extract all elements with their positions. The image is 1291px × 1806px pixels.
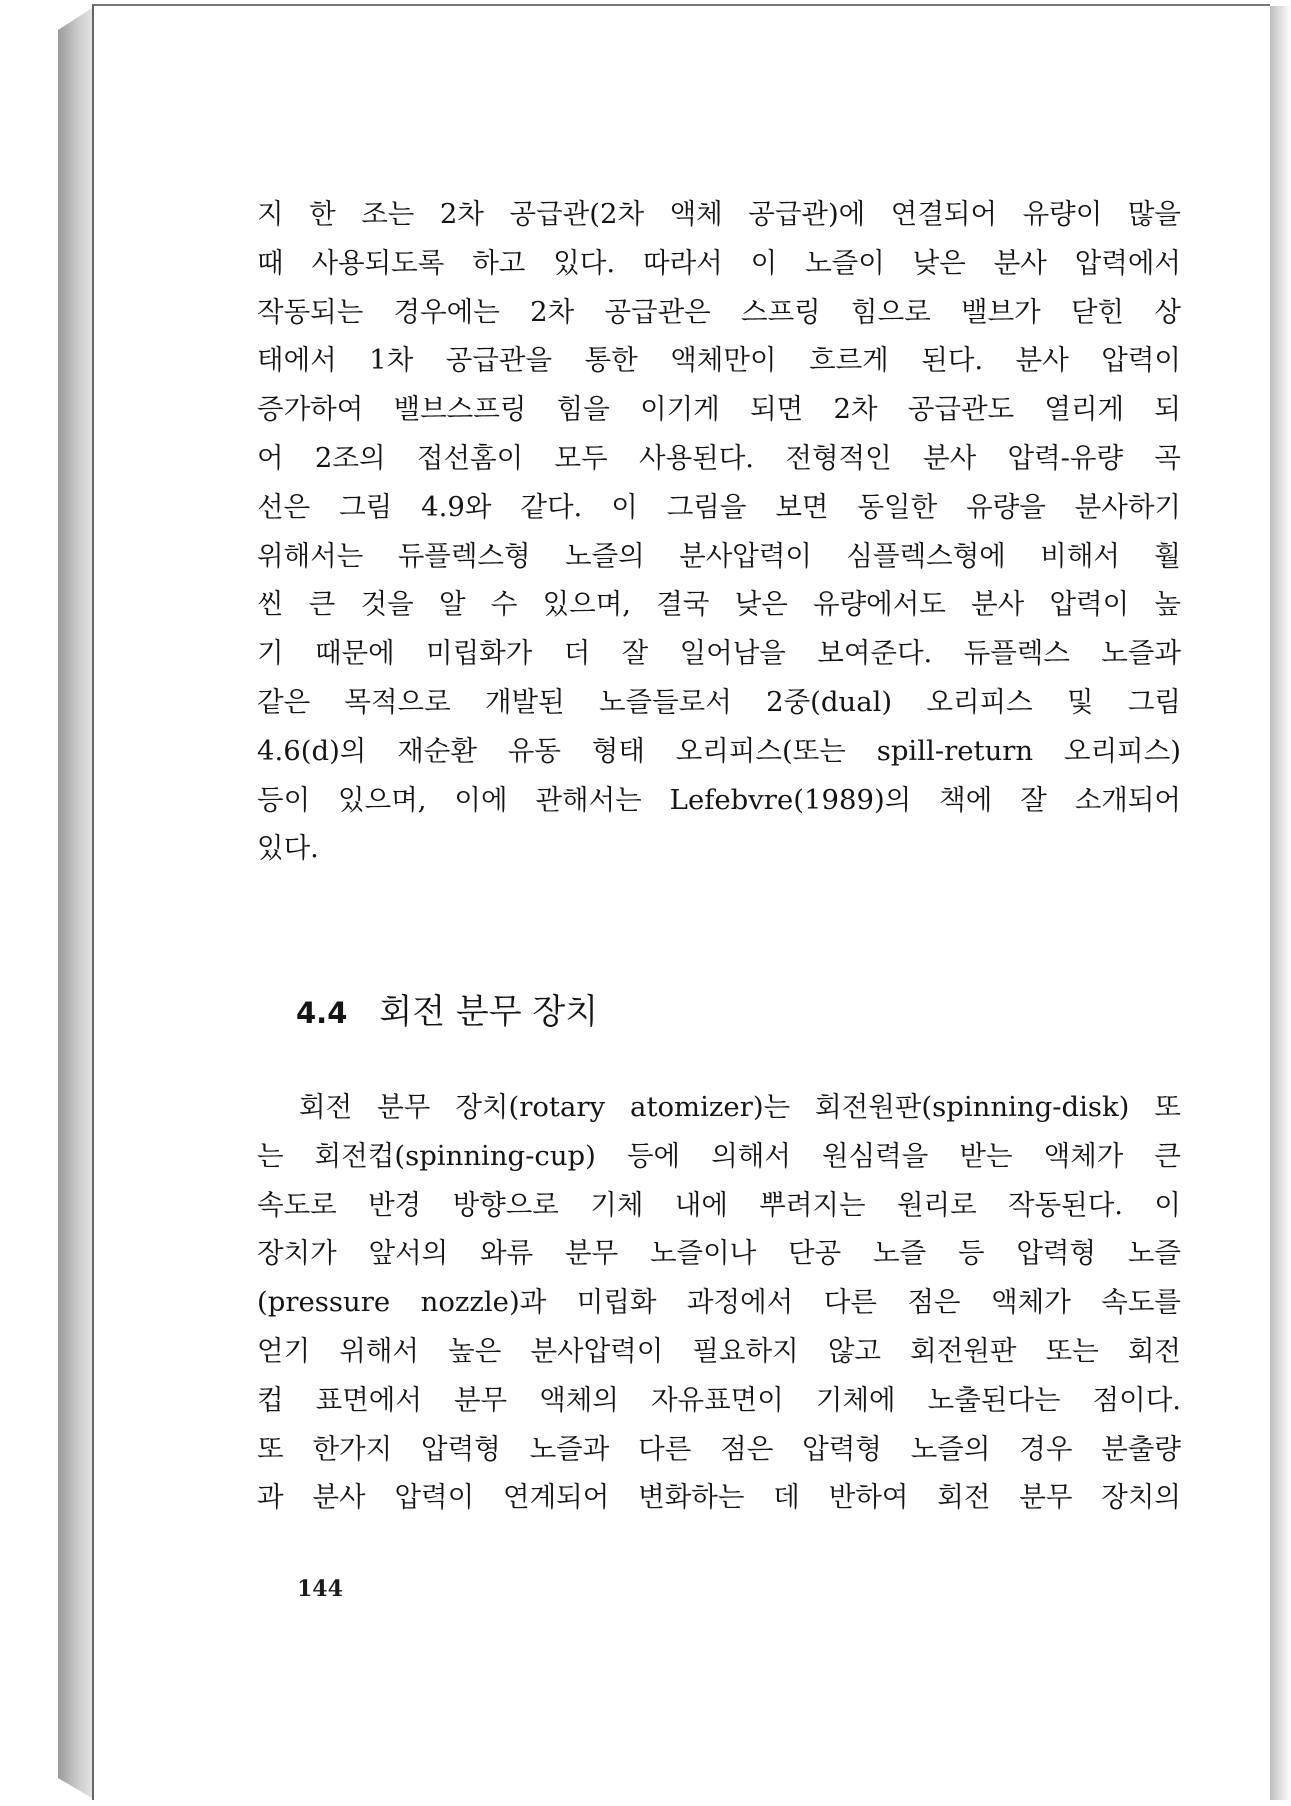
text-line: 선은 그림 4.9와 같다. 이 그림을 보면 동일한 유량을 분사하기: [257, 490, 1181, 523]
text-line: 증가하여 밸브스프링 힘을 이기게 되면 2차 공급관도 열리게 되: [257, 393, 1181, 426]
page-right-shadow: [1270, 6, 1291, 1800]
text-line: 속도로 반경 방향으로 기체 내에 뿌려지는 원리로 작동된다. 이: [257, 1188, 1181, 1221]
text-line: 있다.: [257, 832, 319, 865]
text-line: 컵 표면에서 분무 액체의 자유표면이 기체에 노출된다는 점이다.: [257, 1383, 1181, 1416]
text-line: 기 때문에 미립화가 더 잘 일어남을 보여준다. 듀플렉스 노즐과: [257, 637, 1181, 670]
text-line: 장치가 앞서의 와류 분무 노즐이나 단공 노즐 등 압력형 노즐: [257, 1237, 1181, 1270]
text-line: 어 2조의 접선홈이 모두 사용된다. 전형적인 분사 압력-유량 곡: [257, 441, 1181, 474]
text-line: 과 분사 압력이 연계되어 변화하는 데 반하여 회전 분무 장치의: [257, 1481, 1181, 1514]
text-line: 또 한가지 압력형 노즐과 다른 점은 압력형 노즐의 경우 분출량: [257, 1432, 1181, 1465]
text-line: 같은 목적으로 개발된 노즐들로서 2중(dual) 오리피스 및 그림: [257, 685, 1181, 718]
paragraph-duplex-nozzle: [257, 190, 1181, 873]
paragraph-rotary-atomizer: [257, 1083, 1181, 1522]
section-title: 회전 분무 장치: [379, 992, 599, 1032]
text-line: 는 회전컵(spinning-cup) 등에 의해서 원심력을 받는 액체가 큰: [257, 1139, 1181, 1172]
text-line: 4.6(d)의 재순환 유동 형태 오리피스(또는 spill-return 오리피스): [257, 734, 1181, 767]
page-number: 144: [297, 1576, 343, 1602]
text-line: 지 한 조는 2차 공급관(2차 액체 공급관)에 연결되어 유량이 많을: [257, 198, 1181, 230]
text-line: 위해서는 듀플렉스형 노즐의 분사압력이 심플렉스형에 비해서 훨: [257, 539, 1181, 572]
section-heading: [296, 984, 598, 1033]
text-line: 씬 큰 것을 알 수 있으며, 결국 낮은 유량에서도 분사 압력이 높: [257, 588, 1181, 621]
text-line: 회전 분무 장치(rotary atomizer)는 회전원판(spinning-disk) 또: [299, 1091, 1181, 1123]
book-spine-edge: [58, 8, 92, 1798]
text-line: 작동되는 경우에는 2차 공급관은 스프링 힘으로 밸브가 닫힌 상: [257, 295, 1181, 328]
text-line: 등이 있으며, 이에 관해서는 Lefebvre(1989)의 책에 잘 소개되어: [257, 783, 1181, 816]
text-line: (pressure nozzle)과 미립화 과정에서 다른 점은 액체가 속도를: [257, 1286, 1181, 1319]
text-line: 태에서 1차 공급관을 통한 액체만이 흐르게 된다. 분사 압력이: [257, 344, 1181, 377]
text-line: 때 사용되도록 하고 있다. 따라서 이 노즐이 낮은 분사 압력에서: [257, 246, 1181, 279]
text-line: 얻기 위해서 높은 분사압력이 필요하지 않고 회전원판 또는 회전: [257, 1334, 1181, 1367]
section-number: 4.4: [296, 996, 348, 1030]
